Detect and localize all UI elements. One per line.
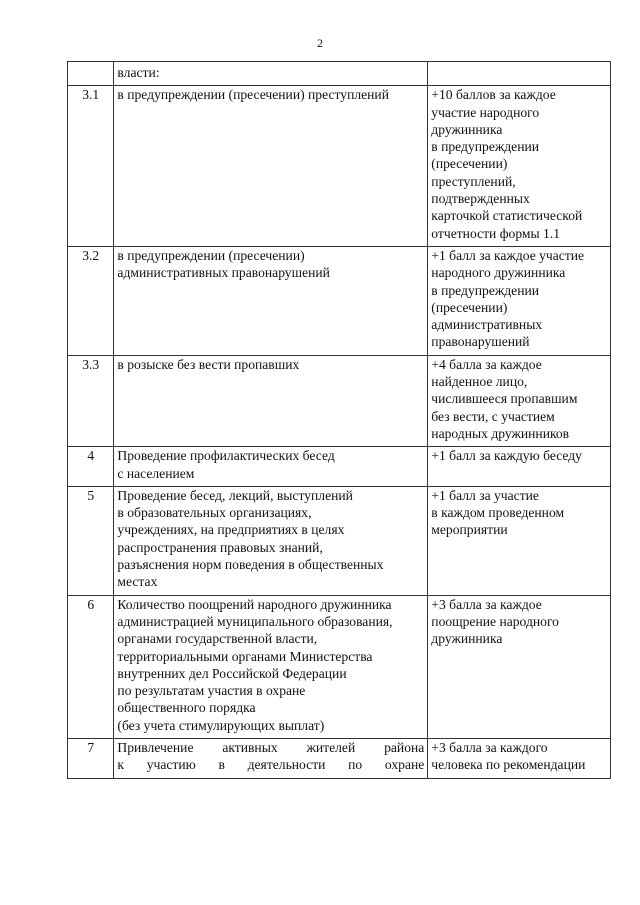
criterion-line: общественного порядка — [117, 700, 256, 716]
table-row — [68, 355, 611, 446]
criterion-line: разъяснения норм поведения в общественных — [117, 557, 384, 573]
points-cell — [428, 355, 611, 446]
criterion-line: по результатам участия в охране — [117, 683, 306, 699]
page-number: 2 — [317, 36, 323, 50]
criterion-line: Количество поощрений народного дружинника — [117, 596, 392, 612]
points-cell — [428, 86, 611, 247]
row-number: 3.2 — [68, 246, 114, 355]
table-row — [68, 738, 611, 778]
points-line: правонарушений — [431, 334, 530, 350]
criterion-line: с населением — [117, 465, 195, 481]
points-line: +1 балл за участие — [431, 487, 539, 503]
criterion-cell — [114, 447, 428, 487]
row-number: 3.3 — [68, 355, 114, 446]
table-row — [68, 62, 611, 86]
row-number: 7 — [68, 738, 114, 778]
points-line: преступлений, — [431, 173, 516, 189]
table-row — [68, 595, 611, 738]
criterion-cell — [114, 62, 428, 86]
points-line: подтвержденных — [431, 191, 530, 207]
criterion-line: распространения правовых знаний, — [117, 539, 323, 555]
points-line: в предупреждении — [431, 282, 540, 298]
points-line: народных дружинников — [431, 425, 570, 441]
criterion-line: учреждениях, на предприятиях в целях — [117, 522, 345, 538]
points-cell — [428, 62, 611, 86]
criterion-line: в предупреждении (пресечении) — [117, 247, 305, 263]
points-line: человека по рекомендации — [431, 757, 586, 773]
points-line: поощрение народного — [431, 613, 559, 629]
criterion-cell — [114, 355, 428, 446]
points-line: народного дружинника — [431, 265, 566, 281]
points-line: мероприятии — [431, 522, 508, 538]
table-row — [68, 246, 611, 355]
points-line: (пресечении) — [431, 156, 508, 172]
criterion-line: в предупреждении (пресечении) преступлений — [117, 87, 389, 103]
row-number: 5 — [68, 486, 114, 595]
row-number: 3.1 — [68, 86, 114, 247]
criterion-line: (без учета стимулирующих выплат) — [117, 717, 325, 733]
points-line: +3 балла за каждого — [431, 739, 548, 755]
points-line: карточкой статистической — [431, 208, 583, 224]
table-row — [68, 447, 611, 487]
table-row — [68, 486, 611, 595]
points-line: (пресечении) — [431, 299, 508, 315]
points-line: +10 баллов за каждое — [431, 87, 556, 103]
row-number: 4 — [68, 447, 114, 487]
points-line: без вести, с участием — [431, 408, 555, 424]
table-row — [68, 86, 611, 247]
criterion-line: в образовательных организациях, — [117, 505, 312, 521]
criterion-cell — [114, 738, 428, 778]
points-cell — [428, 738, 611, 778]
points-cell — [428, 486, 611, 595]
points-cell — [428, 447, 611, 487]
points-line: дружинника — [431, 121, 503, 137]
criterion-line: к участию в деятельности по охране — [117, 757, 425, 773]
criterion-line: территориальными органами Министерства — [117, 648, 373, 664]
criterion-line: органами государственной власти, — [117, 631, 318, 647]
points-line: дружинника — [431, 631, 503, 647]
points-line: в каждом проведенном — [431, 505, 565, 521]
points-cell — [428, 246, 611, 355]
points-line: +1 балл за каждую беседу — [431, 448, 582, 464]
row-number: 6 — [68, 595, 114, 738]
criterion-line: Проведение профилактических бесед — [117, 448, 335, 464]
points-line: +3 балла за каждое — [431, 596, 542, 612]
criteria-table — [67, 61, 611, 779]
criterion-line: администрацией муниципального образования, — [117, 613, 393, 629]
criterion-line: в розыске без вести пропавших — [117, 356, 300, 372]
points-line: отчетности формы 1.1 — [431, 225, 561, 241]
criterion-line: местах — [117, 574, 158, 590]
points-line: административных — [431, 317, 543, 333]
criterion-line: административных правонарушений — [117, 265, 330, 281]
points-line: участие народного — [431, 104, 540, 120]
points-cell — [428, 595, 611, 738]
points-line: числившееся пропавшим — [431, 391, 578, 407]
criterion-line: Привлечение активных жителей района — [117, 739, 425, 755]
criterion-cell — [114, 486, 428, 595]
criterion-line: Проведение бесед, лекций, выступлений — [117, 487, 353, 503]
points-line: в предупреждении — [431, 139, 540, 155]
criterion-line: внутренних дел Российской Федерации — [117, 665, 347, 681]
row-number — [68, 62, 114, 86]
criterion-cell — [114, 86, 428, 247]
points-line: +4 балла за каждое — [431, 356, 542, 372]
points-line: +1 балл за каждое участие — [431, 247, 585, 263]
points-line: найденное лицо, — [431, 374, 528, 390]
criterion-cell — [114, 246, 428, 355]
criterion-cell — [114, 595, 428, 738]
criterion-line: власти: — [117, 65, 160, 80]
